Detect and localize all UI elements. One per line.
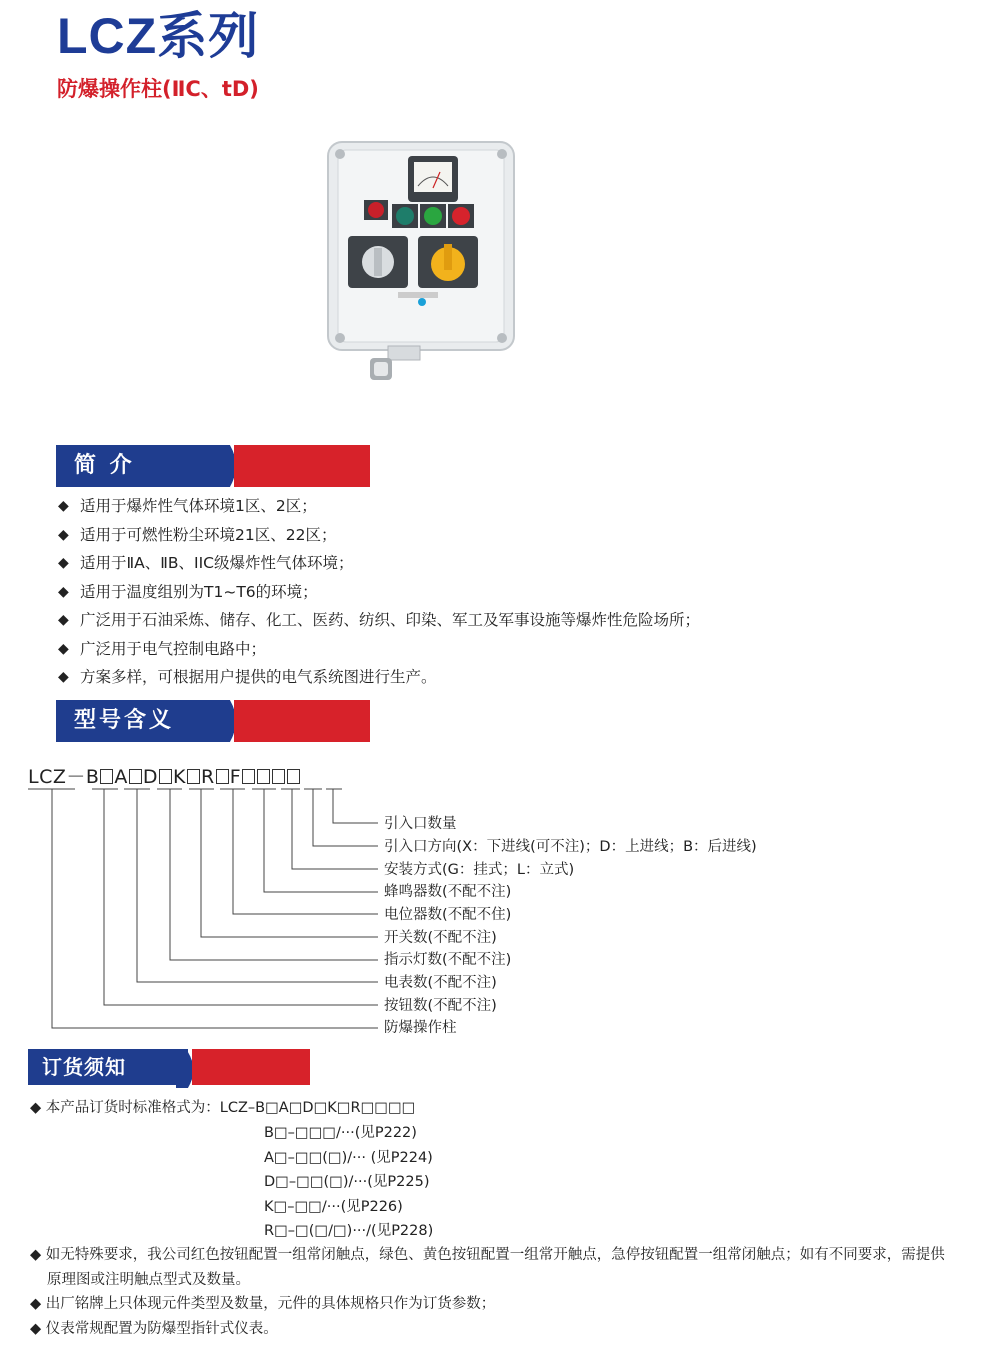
model-label: 指示灯数(不配不注) xyxy=(384,952,512,968)
code-segment: K xyxy=(173,766,187,788)
order-format-line: A□–□□(□)/··· (见P224) xyxy=(264,1150,433,1166)
diamond-bullet-icon: ◆ xyxy=(58,498,69,514)
model-label: 电表数(不配不注) xyxy=(384,975,497,991)
order-format-line: B□–□□□/···(见P222) xyxy=(264,1125,417,1141)
diamond-bullet-icon: ◆ xyxy=(58,640,69,657)
list-item: ◆ 适用于可燃性粉尘环境21区、22区； xyxy=(58,521,700,550)
diamond-bullet-icon: ◆ xyxy=(30,1247,46,1263)
code-segment: A xyxy=(114,766,128,788)
model-label: 电位器数(不配不住) xyxy=(384,907,512,923)
list-item: ◆ 适用于爆炸性气体环境1区、2区； xyxy=(58,492,700,521)
intro-list xyxy=(58,492,700,692)
order-banner xyxy=(28,1049,310,1085)
order-note: ◆ 仪表常规配置为防爆型指针式仪表。 xyxy=(30,1321,278,1337)
order-note: ◆ 如无特殊要求，我公司红色按钮配置一组常闭触点，绿色、黄色按钮配置一组常开触点，急停按钮配置一组常闭触点；如有不同要求，需提供 xyxy=(30,1247,945,1263)
list-item: ◆ 适用于ⅡA、ⅡB、IIC级爆炸性气体环境； xyxy=(58,549,700,578)
list-item: ◆ 广泛用于电气控制电路中； xyxy=(58,635,700,664)
model-banner xyxy=(56,700,370,742)
list-item: ◆ 方案多样，可根据用户提供的电气系统图进行生产。 xyxy=(58,663,700,692)
diamond-bullet-icon: ◆ xyxy=(58,583,69,600)
product-image xyxy=(318,136,538,396)
list-item: ◆ 广泛用于石油采炼、储存、化工、医药、纺织、印染、军工及军事设施等爆炸性危险场所； xyxy=(58,606,700,635)
model-heading: 型号含义 xyxy=(74,708,175,733)
code-segment: R xyxy=(201,766,215,788)
diamond-bullet-icon: ◆ xyxy=(58,555,69,571)
model-label: 引入口数量 xyxy=(384,816,457,832)
order-format-line: R□–□(□/□)···/(见P228) xyxy=(264,1223,434,1239)
diamond-bullet-icon: ◆ xyxy=(58,669,69,685)
intro-banner xyxy=(56,445,370,487)
diamond-bullet-icon: ◆ xyxy=(58,526,69,543)
model-label: 安装方式(G：挂式；L：立式) xyxy=(384,862,575,878)
model-leader-lines xyxy=(0,780,400,1040)
model-label: 开关数(不配不注) xyxy=(384,930,497,946)
code-segment: LCZ－B xyxy=(28,766,100,788)
order-format-line: ◆ 本产品订货时标准格式为：LCZ–B□A□D□K□R□□□□ xyxy=(30,1100,416,1116)
diamond-bullet-icon: ◆ xyxy=(58,612,69,628)
order-note: 原理图或注明触点型式及数量。 xyxy=(47,1272,250,1288)
page-subtitle: 防爆操作柱(ⅡC、tD) xyxy=(57,77,259,101)
code-segment: D xyxy=(142,766,159,788)
intro-heading: 简 介 xyxy=(74,453,135,478)
order-note: ◆ 出厂铭牌上只体现元件类型及数量，元件的具体规格只作为订货参数； xyxy=(30,1296,496,1312)
model-label: 蜂鸣器数(不配不注) xyxy=(384,884,512,900)
order-heading: 订货须知 xyxy=(42,1055,126,1079)
diamond-bullet-icon: ◆ xyxy=(30,1296,46,1312)
model-label: 按钮数(不配不注) xyxy=(384,998,497,1014)
page-title: LCZ系列 xyxy=(57,8,260,64)
diamond-bullet-icon: ◆ xyxy=(30,1321,46,1337)
code-segment: F xyxy=(229,766,242,788)
diamond-bullet-icon: ◆ xyxy=(30,1100,46,1116)
order-format-line: D□–□□(□)/···(见P225) xyxy=(264,1174,430,1190)
model-label: 引入口方向(X：下进线(可不注)；D：上进线；B：后进线) xyxy=(384,839,757,855)
model-label: 防爆操作柱 xyxy=(384,1020,457,1036)
order-format-line: K□–□□/···(见P226) xyxy=(264,1199,403,1215)
list-item: ◆ 适用于温度组别为T1~T6的环境； xyxy=(58,578,700,607)
